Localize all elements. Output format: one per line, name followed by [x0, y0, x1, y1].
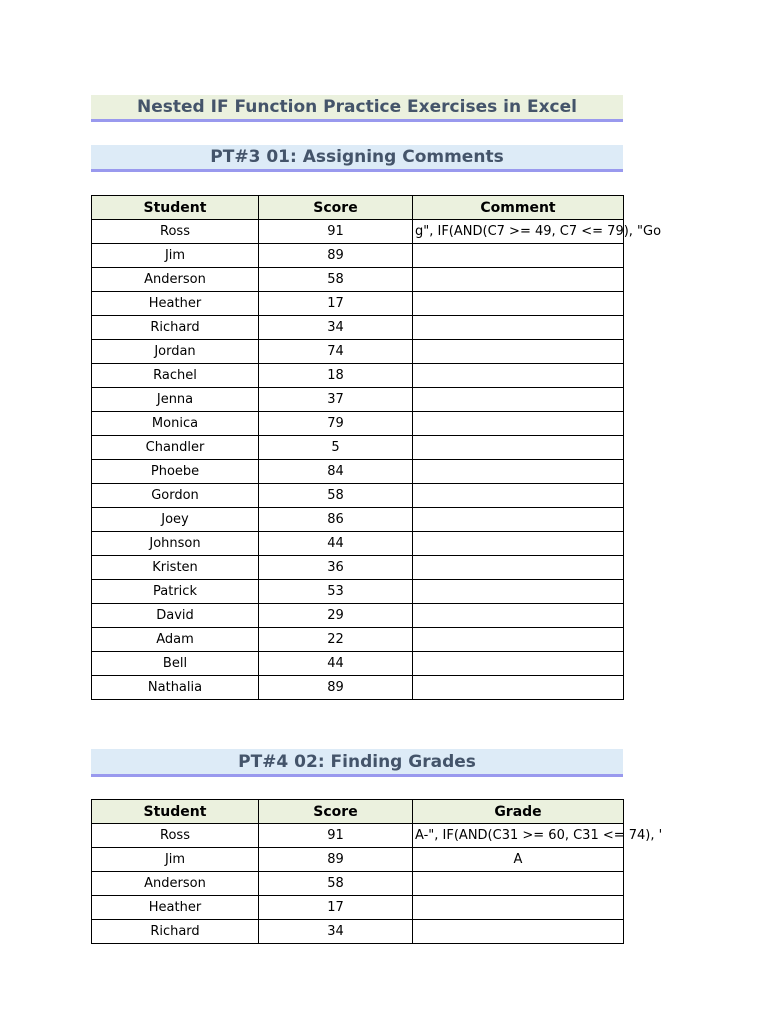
section-heading-grades: PT#4 02: Finding Grades	[91, 749, 623, 777]
table-row	[92, 292, 624, 316]
student-cell[interactable]: Jordan	[92, 340, 259, 364]
header-row	[92, 196, 624, 220]
score-cell[interactable]: 86	[259, 508, 413, 532]
column-header-score[interactable]: Score	[259, 196, 413, 220]
result-cell[interactable]	[413, 652, 624, 676]
student-cell[interactable]: Anderson	[92, 268, 259, 292]
table-row	[92, 848, 624, 872]
score-cell[interactable]: 34	[259, 316, 413, 340]
table-row	[92, 436, 624, 460]
result-cell[interactable]	[413, 268, 624, 292]
result-cell[interactable]	[413, 316, 624, 340]
result-cell[interactable]	[413, 220, 662, 244]
student-cell[interactable]: Ross	[92, 220, 259, 244]
table-row	[92, 220, 624, 244]
result-cell[interactable]	[413, 244, 624, 268]
result-cell[interactable]	[413, 556, 624, 580]
score-cell[interactable]: 58	[259, 484, 413, 508]
score-cell[interactable]: 53	[259, 580, 413, 604]
score-cell[interactable]: 79	[259, 412, 413, 436]
student-cell[interactable]: Jim	[92, 244, 259, 268]
student-cell[interactable]: Richard	[92, 920, 259, 944]
table-row	[92, 872, 624, 896]
table-row	[92, 676, 624, 700]
result-cell[interactable]	[413, 436, 624, 460]
grades-table	[91, 799, 663, 944]
result-cell[interactable]	[413, 580, 624, 604]
result-cell[interactable]	[413, 604, 624, 628]
score-cell[interactable]: 58	[259, 268, 413, 292]
student-cell[interactable]: Ross	[92, 824, 259, 848]
result-cell[interactable]	[413, 676, 624, 700]
table-row	[92, 460, 624, 484]
formula-text: g", IF(AND(C7 >= 49, C7 <= 79), "Go	[415, 224, 662, 239]
student-cell[interactable]: Bell	[92, 652, 259, 676]
table-row	[92, 556, 624, 580]
student-cell[interactable]: Gordon	[92, 484, 259, 508]
score-cell[interactable]: 89	[259, 676, 413, 700]
student-cell[interactable]: Jenna	[92, 388, 259, 412]
student-cell[interactable]: Chandler	[92, 436, 259, 460]
table-row	[92, 364, 624, 388]
table-row	[92, 412, 624, 436]
student-cell[interactable]: Jim	[92, 848, 259, 872]
page-title: Nested IF Function Practice Exercises in Excel	[91, 95, 623, 122]
student-cell[interactable]: Rachel	[92, 364, 259, 388]
column-header-student[interactable]: Student	[92, 800, 259, 824]
comments-table-body	[92, 220, 662, 700]
score-cell[interactable]: 44	[259, 532, 413, 556]
student-cell[interactable]: Nathalia	[92, 676, 259, 700]
score-cell[interactable]: 74	[259, 340, 413, 364]
table-row	[92, 628, 624, 652]
result-cell[interactable]	[413, 412, 624, 436]
table-row	[92, 824, 624, 848]
column-header-grade[interactable]: Grade	[413, 800, 624, 824]
table-row	[92, 580, 624, 604]
result-cell[interactable]	[413, 364, 624, 388]
score-cell[interactable]: 36	[259, 556, 413, 580]
result-cell[interactable]	[413, 460, 624, 484]
score-cell[interactable]: 58	[259, 872, 413, 896]
student-cell[interactable]: Richard	[92, 316, 259, 340]
result-cell[interactable]	[413, 920, 624, 944]
student-cell[interactable]: Kristen	[92, 556, 259, 580]
table-row	[92, 652, 624, 676]
header-row	[92, 800, 624, 824]
score-cell[interactable]: 89	[259, 848, 413, 872]
score-cell[interactable]: 29	[259, 604, 413, 628]
result-cell[interactable]	[413, 340, 624, 364]
result-cell[interactable]	[413, 388, 624, 412]
result-cell[interactable]	[413, 292, 624, 316]
student-cell[interactable]: Adam	[92, 628, 259, 652]
column-header-score[interactable]: Score	[259, 800, 413, 824]
score-cell[interactable]: 91	[259, 824, 413, 848]
result-cell[interactable]	[413, 872, 624, 896]
score-cell[interactable]: 22	[259, 628, 413, 652]
student-cell[interactable]: David	[92, 604, 259, 628]
result-cell[interactable]	[413, 508, 624, 532]
score-cell[interactable]: 37	[259, 388, 413, 412]
score-cell[interactable]: 84	[259, 460, 413, 484]
table-row	[92, 532, 624, 556]
table-row	[92, 508, 624, 532]
table-row	[92, 920, 624, 944]
student-cell[interactable]: Patrick	[92, 580, 259, 604]
student-cell[interactable]: Heather	[92, 292, 259, 316]
score-cell[interactable]: 17	[259, 292, 413, 316]
column-header-student[interactable]: Student	[92, 196, 259, 220]
grades-table-body	[92, 824, 663, 944]
score-cell[interactable]: 5	[259, 436, 413, 460]
score-cell[interactable]: 91	[259, 220, 413, 244]
table-row	[92, 244, 624, 268]
table-row	[92, 340, 624, 364]
student-cell[interactable]: Monica	[92, 412, 259, 436]
score-cell[interactable]: 89	[259, 244, 413, 268]
student-cell[interactable]: Joey	[92, 508, 259, 532]
student-cell[interactable]: Phoebe	[92, 460, 259, 484]
score-cell[interactable]: 34	[259, 920, 413, 944]
student-cell[interactable]: Heather	[92, 896, 259, 920]
student-cell[interactable]: Anderson	[92, 872, 259, 896]
result-cell[interactable]: A	[413, 848, 624, 872]
table-row	[92, 604, 624, 628]
result-cell[interactable]	[413, 628, 624, 652]
section-heading-comments: PT#3 01: Assigning Comments	[91, 145, 623, 172]
column-header-comment[interactable]: Comment	[413, 196, 624, 220]
table-row	[92, 316, 624, 340]
table-row	[92, 484, 624, 508]
result-cell[interactable]	[413, 484, 624, 508]
score-cell[interactable]: 44	[259, 652, 413, 676]
table-row	[92, 896, 624, 920]
result-cell[interactable]	[413, 824, 663, 848]
student-cell[interactable]: Johnson	[92, 532, 259, 556]
score-cell[interactable]: 17	[259, 896, 413, 920]
result-cell[interactable]	[413, 532, 624, 556]
comments-table	[91, 195, 662, 700]
table-row	[92, 268, 624, 292]
table-row	[92, 388, 624, 412]
result-cell[interactable]	[413, 896, 624, 920]
score-cell[interactable]: 18	[259, 364, 413, 388]
formula-text: A-", IF(AND(C31 >= 60, C31 <= 74), '	[415, 828, 663, 843]
